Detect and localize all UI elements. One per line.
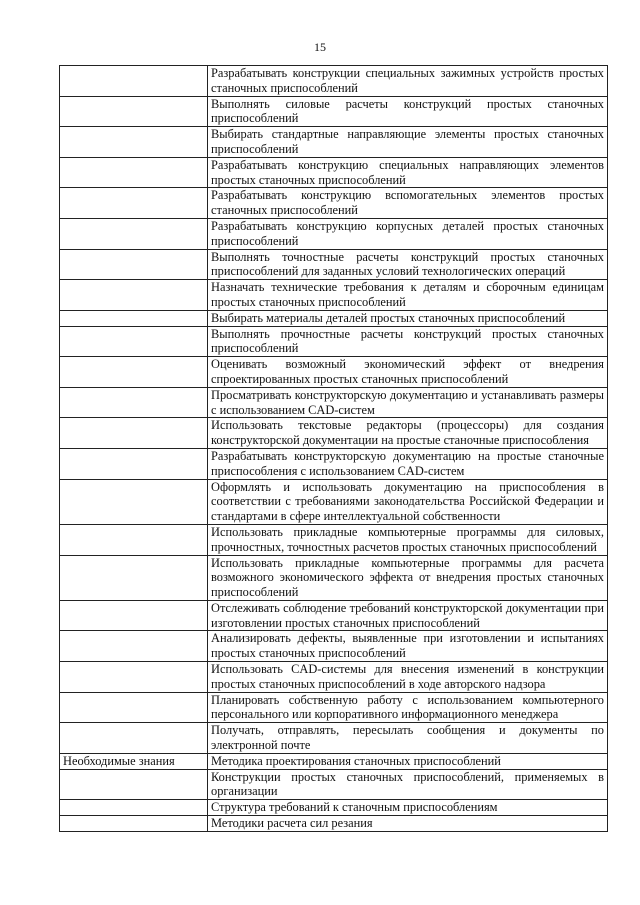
section-label-cell xyxy=(60,448,208,479)
skill-item: Выполнять силовые расчеты конструкций простых станочных приспособлений xyxy=(208,96,608,127)
section-label-cell xyxy=(60,816,208,832)
skill-item: Разрабатывать конструкторскую документацию на простые станочные приспособления с использованием CAD-систем xyxy=(208,448,608,479)
knowledge-item: Конструкции простых станочных приспособлений, применяемых в организации xyxy=(208,769,608,800)
section-label-cell xyxy=(60,127,208,158)
skill-row xyxy=(60,326,608,357)
skill-item: Отслеживать соблюдение требований конструкторской документации при изготовлении простых станочных приспособлений xyxy=(208,600,608,631)
section-label-cell: Необходимые знания xyxy=(60,753,208,769)
skill-row xyxy=(60,555,608,600)
skill-row xyxy=(60,66,608,97)
requirements-table-body xyxy=(60,66,608,832)
skill-row xyxy=(60,692,608,723)
section-label-cell xyxy=(60,280,208,311)
skill-item: Выбирать стандартные направляющие элементы простых станочных приспособлений xyxy=(208,127,608,158)
skill-row xyxy=(60,249,608,280)
skill-item: Анализировать дефекты, выявленные при изготовлении и испытаниях простых станочных приспособлений xyxy=(208,631,608,662)
section-label-cell xyxy=(60,387,208,418)
knowledge-row xyxy=(60,753,608,769)
page-number: 15 xyxy=(314,40,326,54)
skill-row xyxy=(60,188,608,219)
section-label-cell xyxy=(60,800,208,816)
section-label-cell xyxy=(60,723,208,754)
requirements-table xyxy=(59,65,608,832)
skill-row xyxy=(60,357,608,388)
knowledge-row xyxy=(60,769,608,800)
section-label-cell xyxy=(60,479,208,524)
section-label-cell xyxy=(60,418,208,449)
skill-item: Назначать технические требования к деталям и сборочным единицам простых станочных приспособлений xyxy=(208,280,608,311)
section-label-cell xyxy=(60,769,208,800)
skill-item: Разрабатывать конструкции специальных зажимных устройств простых станочных приспособлений xyxy=(208,66,608,97)
skill-row xyxy=(60,127,608,158)
skill-row xyxy=(60,479,608,524)
skill-row xyxy=(60,310,608,326)
skill-row xyxy=(60,600,608,631)
skill-item: Разрабатывать конструкцию вспомогательных элементов простых станочных приспособлений xyxy=(208,188,608,219)
skill-row xyxy=(60,418,608,449)
skill-row xyxy=(60,157,608,188)
section-label-cell xyxy=(60,188,208,219)
skill-row xyxy=(60,96,608,127)
skill-row xyxy=(60,524,608,555)
knowledge-item: Методики расчета сил резания xyxy=(208,816,608,832)
skill-item: Выполнять точностные расчеты конструкций простых станочных приспособлений для заданных условий технологических операций xyxy=(208,249,608,280)
section-label-cell xyxy=(60,326,208,357)
section-label-cell xyxy=(60,555,208,600)
skill-item: Разрабатывать конструкцию корпусных деталей простых станочных приспособлений xyxy=(208,218,608,249)
section-label-cell xyxy=(60,662,208,693)
section-label-cell xyxy=(60,600,208,631)
knowledge-row xyxy=(60,800,608,816)
skill-item: Использовать CAD-системы для внесения изменений в конструкции простых станочных приспособлений в ходе авторского надзора xyxy=(208,662,608,693)
knowledge-row xyxy=(60,816,608,832)
skill-item: Использовать прикладные компьютерные программы для расчета возможного экономического эффекта от внедрения простых станочных приспособлений xyxy=(208,555,608,600)
skill-item: Просматривать конструкторскую документацию и устанавливать размеры с использованием CAD-систем xyxy=(208,387,608,418)
section-label-cell xyxy=(60,66,208,97)
skill-row xyxy=(60,448,608,479)
skill-item: Оформлять и использовать документацию на приспособления в соответствии с требованиями законодательства Российской Федерации и стандартами в сфере интеллектуальной собственности xyxy=(208,479,608,524)
skill-row xyxy=(60,723,608,754)
skill-item: Использовать прикладные компьютерные программы для силовых, прочностных, точностных расчетов простых станочных приспособлений xyxy=(208,524,608,555)
skill-item: Выполнять прочностные расчеты конструкций простых станочных приспособлений xyxy=(208,326,608,357)
section-label-cell xyxy=(60,631,208,662)
section-label-cell xyxy=(60,157,208,188)
skill-item: Разрабатывать конструкцию специальных направляющих элементов простых станочных приспособлений xyxy=(208,157,608,188)
section-label-cell xyxy=(60,218,208,249)
section-label-cell xyxy=(60,249,208,280)
skill-item: Планировать собственную работу с использованием компьютерного персонального или корпоративного информационного менеджера xyxy=(208,692,608,723)
section-label-cell xyxy=(60,96,208,127)
section-label-cell xyxy=(60,692,208,723)
skill-row xyxy=(60,218,608,249)
skill-row xyxy=(60,662,608,693)
section-label-cell xyxy=(60,310,208,326)
knowledge-item: Методика проектирования станочных приспособлений xyxy=(208,753,608,769)
skill-item: Выбирать материалы деталей простых станочных приспособлений xyxy=(208,310,608,326)
skill-row xyxy=(60,387,608,418)
knowledge-item: Структура требований к станочным приспособлениям xyxy=(208,800,608,816)
skill-row xyxy=(60,631,608,662)
skill-row xyxy=(60,280,608,311)
section-label-cell xyxy=(60,357,208,388)
skill-item: Оценивать возможный экономический эффект от внедрения спроектированных простых станочных приспособлений xyxy=(208,357,608,388)
section-label-cell xyxy=(60,524,208,555)
skill-item: Использовать текстовые редакторы (процессоры) для создания конструкторской документации на простые станочные приспособления xyxy=(208,418,608,449)
skill-item: Получать, отправлять, пересылать сообщения и документы по электронной почте xyxy=(208,723,608,754)
